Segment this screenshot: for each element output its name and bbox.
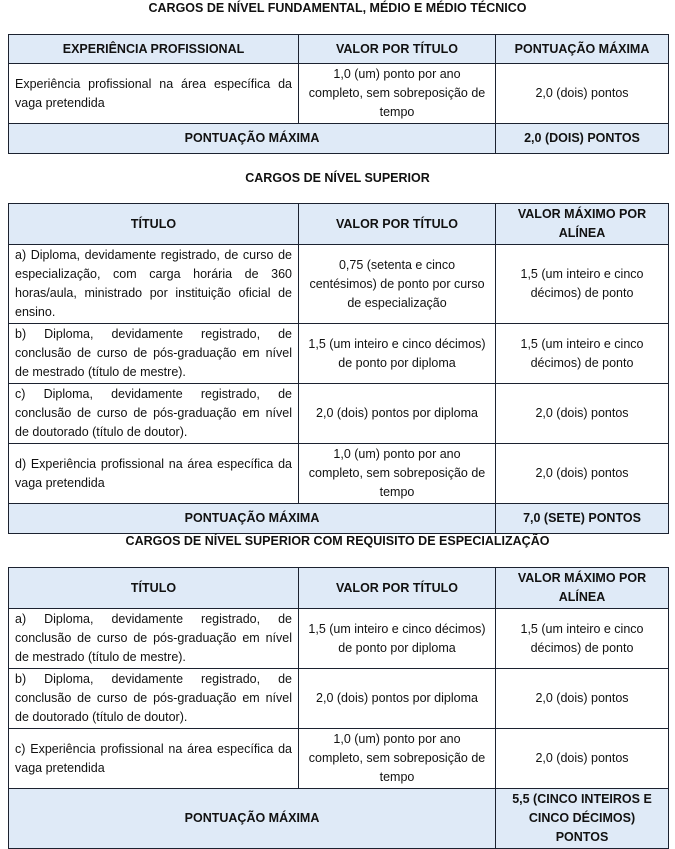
title-cell: d) Experiência profissional na área específica da vaga pretendida: [9, 444, 299, 504]
value-cell: 1,0 (um) ponto por ano completo, sem sobreposição de tempo: [299, 64, 496, 124]
total-value: 7,0 (SETE) PONTOS: [496, 504, 669, 534]
section-title: CARGOS DE NÍVEL FUNDAMENTAL, MÉDIO E MÉDIO TÉCNICO: [148, 1, 527, 15]
table-row: [9, 669, 669, 729]
total-row: [9, 789, 669, 849]
value-cell: 1,0 (um) ponto por ano completo, sem sobreposição de tempo: [299, 444, 496, 504]
header-cell: TÍTULO: [9, 568, 299, 609]
section-title: CARGOS DE NÍVEL SUPERIOR: [245, 171, 430, 185]
table-header-row: [9, 568, 669, 609]
table-row: [9, 245, 669, 324]
table-header-row: [9, 35, 669, 64]
title-cell: c) Diploma, devidamente registrado, de conclusão de curso de pós-graduação em nível de doutorado (título de doutor).: [9, 384, 299, 444]
value-cell: 2,0 (dois) pontos por diploma: [299, 384, 496, 444]
total-label: PONTUAÇÃO MÁXIMA: [9, 124, 496, 154]
value-cell: 1,5 (um inteiro e cinco décimos) de ponto por diploma: [299, 609, 496, 669]
table-row: [9, 64, 669, 124]
max-cell: 2,0 (dois) pontos: [496, 384, 669, 444]
title-cell: b) Diploma, devidamente registrado, de conclusão de curso de pós-graduação em nível de mestrado (título de mestre).: [9, 324, 299, 384]
header-cell: VALOR POR TÍTULO: [299, 35, 496, 64]
table-row: [9, 729, 669, 789]
max-cell: 2,0 (dois) pontos: [496, 64, 669, 124]
total-label: PONTUAÇÃO MÁXIMA: [9, 789, 496, 849]
total-row: [9, 124, 669, 154]
total-value: 2,0 (DOIS) PONTOS: [496, 124, 669, 154]
max-cell: 2,0 (dois) pontos: [496, 444, 669, 504]
title-cell: a) Diploma, devidamente registrado, de curso de especialização, com carga horária de 360 horas/aula, ministrado por instituição oficial de ensino.: [9, 245, 299, 324]
title-cell: Experiência profissional na área específica da vaga pretendida: [9, 64, 299, 124]
max-cell: 2,0 (dois) pontos: [496, 669, 669, 729]
max-cell: 1,5 (um inteiro e cinco décimos) de ponto: [496, 324, 669, 384]
value-cell: 2,0 (dois) pontos por diploma: [299, 669, 496, 729]
header-cell: PONTUAÇÃO MÁXIMA: [496, 35, 669, 64]
scoring-table: [8, 203, 669, 534]
section-title: CARGOS DE NÍVEL SUPERIOR COM REQUISITO DE ESPECIALIZAÇÃO: [125, 534, 550, 548]
title-cell: b) Diploma, devidamente registrado, de conclusão de curso de pós-graduação em nível de doutorado (título de doutor).: [9, 669, 299, 729]
title-cell: a) Diploma, devidamente registrado, de conclusão de curso de pós-graduação em nível de mestrado (título de mestre).: [9, 609, 299, 669]
value-cell: 0,75 (setenta e cinco centésimos) de ponto por curso de especialização: [299, 245, 496, 324]
table-header-row: [9, 204, 669, 245]
max-cell: 2,0 (dois) pontos: [496, 729, 669, 789]
header-cell: VALOR MÁXIMO POR ALÍNEA: [496, 204, 669, 245]
table-row: [9, 609, 669, 669]
table-row: [9, 444, 669, 504]
header-cell: VALOR MÁXIMO POR ALÍNEA: [496, 568, 669, 609]
scoring-table: [8, 567, 669, 849]
total-label: PONTUAÇÃO MÁXIMA: [9, 504, 496, 534]
value-cell: 1,0 (um) ponto por ano completo, sem sobreposição de tempo: [299, 729, 496, 789]
table-row: [9, 384, 669, 444]
max-cell: 1,5 (um inteiro e cinco décimos) de ponto: [496, 609, 669, 669]
total-value: 5,5 (CINCO INTEIROS E CINCO DÉCIMOS) PONTOS: [496, 789, 669, 849]
title-cell: c) Experiência profissional na área específica da vaga pretendida: [9, 729, 299, 789]
value-cell: 1,5 (um inteiro e cinco décimos) de ponto por diploma: [299, 324, 496, 384]
header-cell: EXPERIÊNCIA PROFISSIONAL: [9, 35, 299, 64]
header-cell: TÍTULO: [9, 204, 299, 245]
scoring-table: [8, 34, 669, 154]
header-cell: VALOR POR TÍTULO: [299, 204, 496, 245]
table-row: [9, 324, 669, 384]
max-cell: 1,5 (um inteiro e cinco décimos) de ponto: [496, 245, 669, 324]
total-row: [9, 504, 669, 534]
header-cell: VALOR POR TÍTULO: [299, 568, 496, 609]
